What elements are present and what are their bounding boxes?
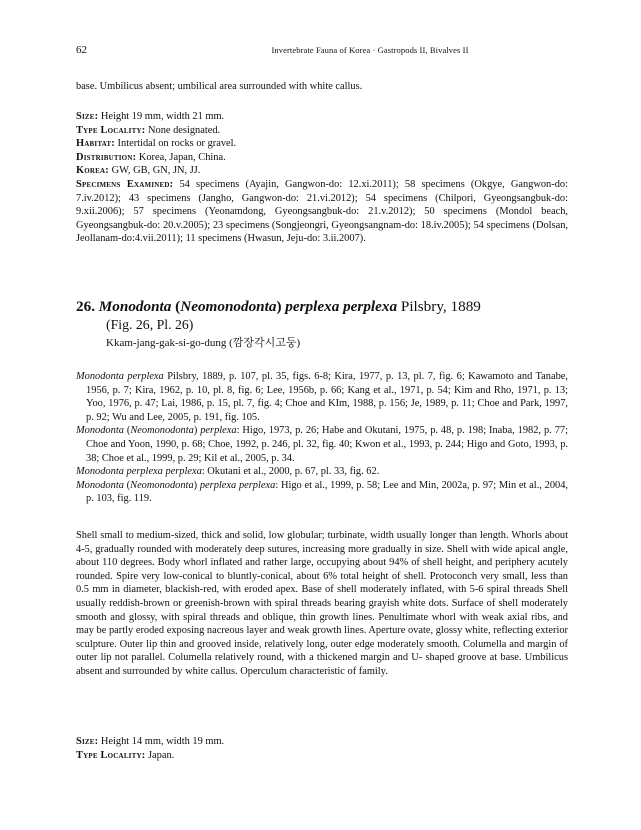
synonymy-list <box>76 370 568 506</box>
synonymy-entry: Monodonta (Neomonodonta) perplexa: Higo, 1973, p. 26; Habe and Okutani, 1975, p. 48, p. 198; Inaba, 1982, p. 77; Choe and Yoon, 1990, p. 68; Choe, 1992, p. 246, pl. 32, fig. 40; Kwon et al., 1993, p. 244; Higo and Goto, 1993, p. 38; Choe et al., 1999, p. 29; Kil et al., 2005, p. 34. <box>76 425 568 464</box>
species-fields <box>76 735 568 762</box>
species-heading <box>76 297 568 351</box>
field-korea: Korea: GW, GB, GN, JN, JJ. <box>76 165 201 177</box>
synonymy-entry: Monodonta perplexa Pilsbry, 1889, p. 107, pl. 35, figs. 6-8; Kira, 1977, p. 13, pl. 7, fig. 6; Kawamoto and Tanabe, 1956, p. 7; Kira, 1962, p. 10, pl. 8, fig. 6; Lee, 1956b, p. 66; Kang et al., 1971, p. 54; Kim and Rho, 1971, p. 13; Yoo, 1976, p. 47; Lai, 1986, p. 15, pl. 7, fig. 4; Choe and KIm, 1988, p. 156; Je, 1989, p. 11; Choe and Park, 1997, p. 92; Wu and Lee, 2005, p. 191, fig. 105. <box>76 371 569 423</box>
shell-description: Shell small to medium-sized, thick and solid, low globular; turbinate, width usually longer than length. Whorls about 4-5, gradually rounded with moderately deep sutures, increasing more gradually in size. Shell with wide apical angle, about 110 degrees. Body whorl inflated and rather large, occupying about 94% of shell height, and periphery acutely rounded. Spire very low-conical to bluntly-conical, about 6% total height of shell. Protoconch very small, less than 0.5 mm in diameter, blackish-red, with eroded apex. Base of shell moderately inflated, with 5-6 spiral threads Shell usually reddish-brown or greenish-brown with spiral threads bearing grayish white dots. Surface of shell moderately smooth and glossy, with spiral threads and oblique, thin growth lines. Penultimate whorl with weak axial ribs, and may be partly eroded exposing nacreous layer and weak growth lines. Aperture ovate, glossy white, reflecting exterior sculpture. Outer lip thin and grooved inside, relatively long, outer edge moderately smooth. Columella and margin of outer lip not parallel. Columella relatively round, with a thickened margin and U- shaped groove at base. Umbilicus absent and surrounded by white callus. Operculum characteristic of family. <box>76 530 568 677</box>
korean-common-name: Kkam-jang-gak-si-go-dung (깜장각시고둥) <box>106 337 301 349</box>
field-distribution: Distribution: Korea, Japan, China. <box>76 151 226 163</box>
previous-species-intro: base. Umbilicus absent; umbilical area surrounded with white callus. <box>76 81 363 92</box>
field-habitat: Habitat: Intertidal on rocks or gravel. <box>76 138 237 150</box>
previous-species-fields <box>76 110 568 246</box>
synonymy-entry: Monodonta perplexa perplexa: Okutani et al., 2000, p. 67, pl. 33, fig. 62. <box>76 466 380 478</box>
species-title: 26. Monodonta (Neomonodonta) perplexa perplexa Pilsbry, 1889 <box>76 298 481 315</box>
synonymy-entry: Monodonta (Neomonodonta) perplexa perplexa: Higo et al., 1999, p. 58; Lee and Min, 2002a, p. 97; Min et al., 2004, p. 103, fig. 119. <box>76 479 568 505</box>
running-title: Invertebrate Fauna of Korea · Gastropods II, Bivalves II <box>271 45 469 55</box>
field-specimens-examined: Specimens Examined: 54 specimens (Ayajin, Gangwon-do: 12.xi.2011); 58 specimens (Okgye, Gangwon-do: 7.iv.2012); 43 specimens (Jangho, Gangwon-do: 21.vi.2012); 54 specimens (Chilpori, Gyeongsangbuk-do: 9.xii.2006); 57 specimens (Yeonamdong, Gyeongsangbuk-do: 21.v.2012); 50 specimens (Mondol beach, Gyeongsangbuk-do: 20.v.2005); 23 specimens (Songjeongri, Gyeongsangnam-do: 18.iv.2005); 54 specimens (Dolsan, Jeollanam-do:4.vii.2011); 11 specimens (Hwasun, Jeju-do: 3.ii.2007). <box>76 178 568 245</box>
field-size: Size: Height 19 mm, width 21 mm. <box>76 111 225 122</box>
figure-reference: (Fig. 26, Pl. 26) <box>106 317 194 332</box>
field-type-locality: Type Locality: Japan. <box>76 749 175 761</box>
field-size: Size: Height 14 mm, width 19 mm. <box>76 736 225 747</box>
page-number: 62 <box>76 44 87 56</box>
field-type-locality: Type Locality: None designated. <box>76 124 221 136</box>
